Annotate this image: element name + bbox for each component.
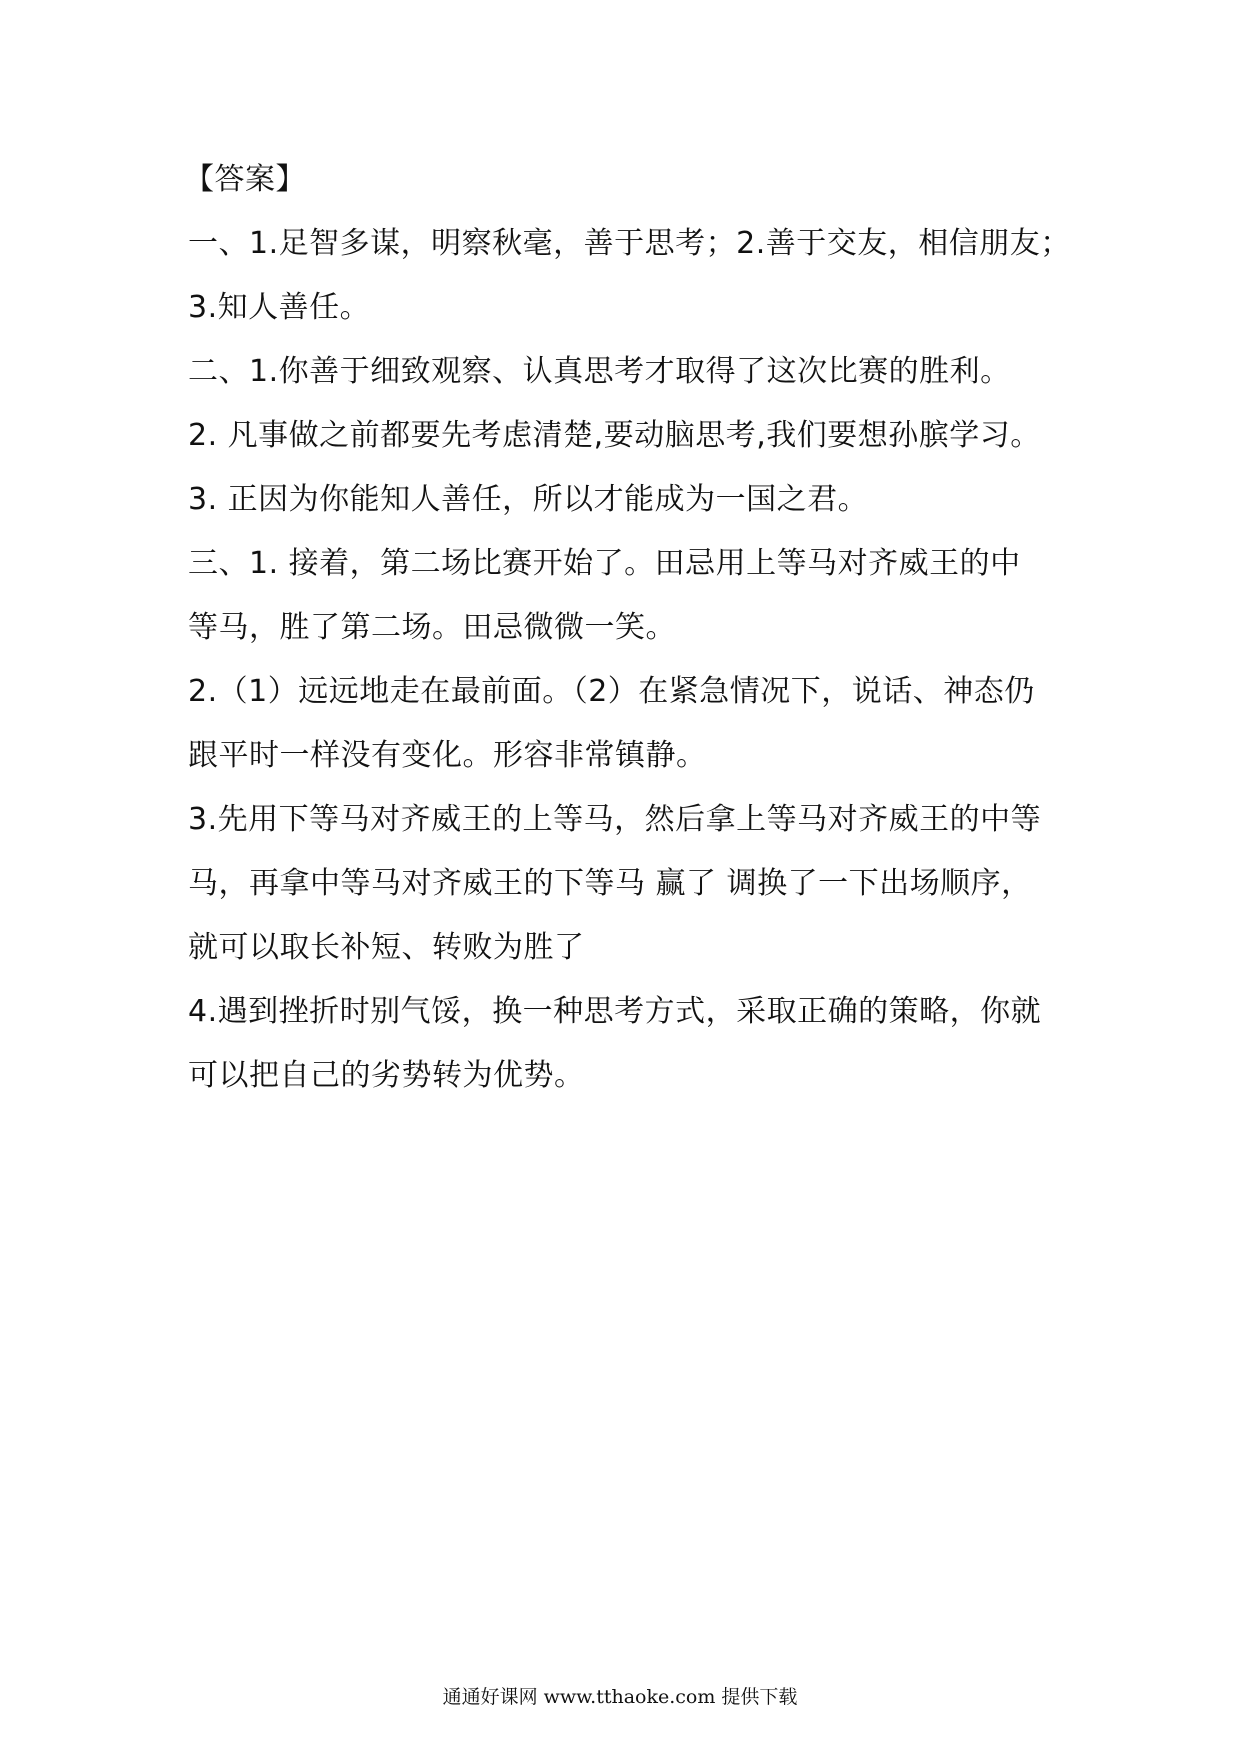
answer-line-2: 3.知人善任。 [188, 290, 371, 325]
answer-line-13: 4.遇到挫折时别气馁，换一种思考方式，采取正确的策略，你就 [188, 994, 1042, 1029]
answer-line-7: 等马，胜了第二场。田忌微微一笑。 [188, 610, 676, 645]
answer-heading: 【答案】 [184, 162, 306, 197]
footer-credit: 通通好课网 www.tthaoke.com 提供下载 [442, 1686, 798, 1708]
answer-line-11: 马，再拿中等马对齐威王的下等马 赢了 调换了一下出场顺序， [188, 866, 1032, 901]
answer-line-12: 就可以取长补短、转败为胜了 [188, 930, 585, 965]
answer-line-1: 一、1.足智多谋，明察秋毫，善于思考；2.善于交友，相信朋友； [188, 226, 1071, 261]
answer-line-3: 二、1.你善于细致观察、认真思考才取得了这次比赛的胜利。 [188, 354, 1011, 389]
answer-line-10: 3.先用下等马对齐威王的上等马，然后拿上等马对齐威王的中等 [188, 802, 1042, 837]
answer-line-6: 三、1. 接着，第二场比赛开始了。田忌用上等马对齐威王的中 [188, 546, 1021, 581]
answer-line-9: 跟平时一样没有变化。形容非常镇静。 [188, 738, 707, 773]
answer-line-8: 2.（1）远远地走在最前面。（2）在紧急情况下，说话、神态仍 [188, 674, 1035, 709]
answer-line-4: 2. 凡事做之前都要先考虑清楚,要动脑思考,我们要想孙膑学习。 [188, 418, 1041, 453]
answer-line-5: 3. 正因为你能知人善任，所以才能成为一国之君。 [188, 482, 869, 517]
answer-section [184, 160, 1071, 1120]
answer-line-14: 可以把自己的劣势转为优势。 [188, 1058, 585, 1093]
